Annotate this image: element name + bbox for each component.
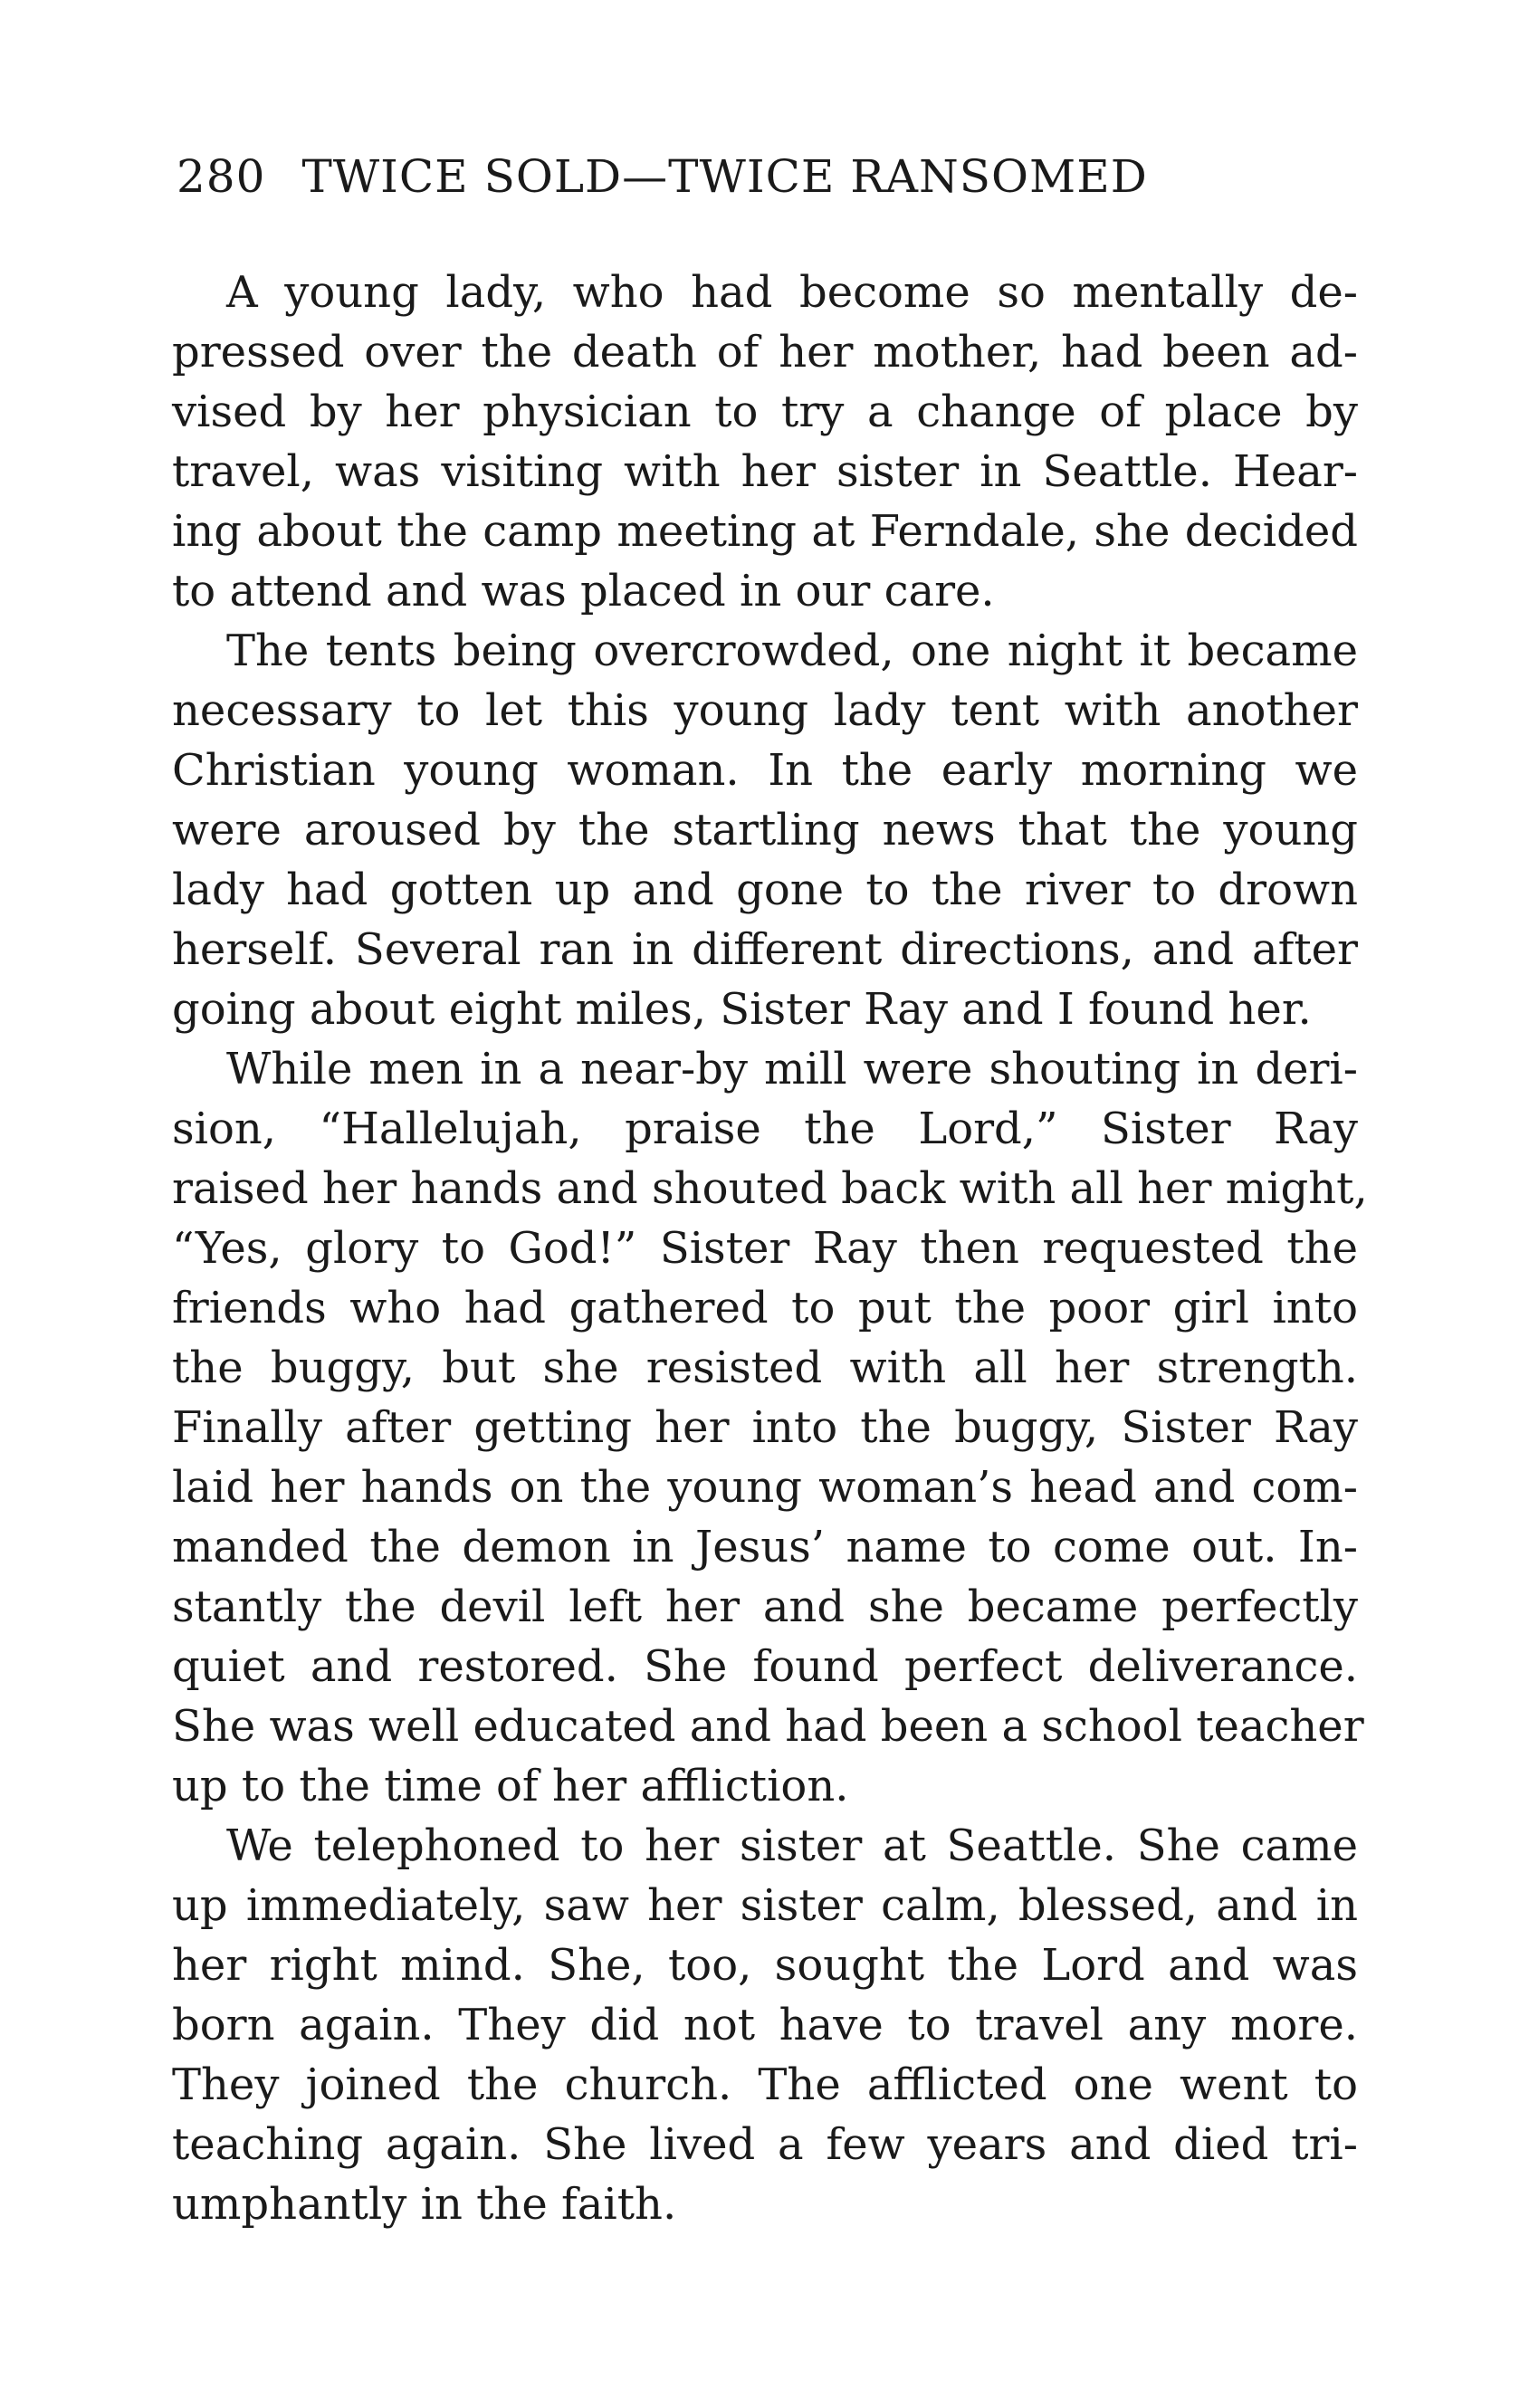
text-line: up to the time of her affliction. [172,1761,849,1811]
body-text [172,263,1368,2234]
running-head [177,145,1362,208]
text-line: pressed over the death of her mother, had been ad- [172,327,1358,377]
text-line: born again. They did not have to travel any more. [172,2000,1358,2050]
text-line: vised by her physician to try a change of place by [172,387,1358,437]
text-line: friends who had gathered to put the poor girl into [172,1283,1358,1333]
text-line: They joined the church. The afflicted one went to [172,2059,1358,2110]
text-line: stantly the devil left her and she became perfectly [172,1581,1358,1632]
text-line: ing about the camp meeting at Ferndale, she decided [172,506,1358,557]
text-line: were aroused by the startling news that the young [172,805,1358,855]
text-line: going about eight miles, Sister Ray and I found her. [172,984,1312,1035]
text-line: travel, was visiting with her sister in Seattle. Hear- [172,446,1358,497]
paragraph [172,263,1358,621]
paragraph [172,621,1358,1039]
text-line: Christian young woman. In the early morning we [172,745,1358,796]
text-line: teaching again. She lived a few years and died tri- [172,2119,1358,2170]
text-line: the buggy, but she resisted with all her strength. [172,1343,1358,1393]
text-line: sion, “Hallelujah, praise the Lord,” Sister Ray [172,1104,1358,1154]
text-line: She was well educated and had been a school teacher [172,1701,1364,1752]
text-line: necessary to let this young lady tent with another [172,685,1358,736]
text-line: Finally after getting her into the buggy, Sister Ray [172,1402,1358,1453]
text-line: herself. Several ran in different directions, and after [172,924,1358,975]
running-title: TWICE SOLD—TWICE RANSOMED [301,150,1148,203]
text-line: “Yes, glory to God!” Sister Ray then requested the [172,1223,1358,1274]
text-line: her right mind. She, too, sought the Lord and was [172,1940,1358,1991]
text-line: lady had gotten up and gone to the river to drown [172,865,1358,915]
page-number: 280 [177,150,266,203]
paragraph [172,1039,1368,1816]
text-line: A young lady, who had become so mentally de- [226,267,1358,318]
text-line: laid her hands on the young woman’s head and com- [172,1462,1358,1513]
text-line: While men in a near-by mill were shouting in deri- [226,1044,1358,1094]
text-line: up immediately, saw her sister calm, blessed, and in [172,1880,1358,1931]
text-line: raised her hands and shouted back with all her might, [172,1163,1368,1214]
text-line: umphantly in the faith. [172,2179,677,2230]
text-line: quiet and restored. She found perfect deliverance. [172,1641,1358,1692]
text-line: manded the demon in Jesus’ name to come out. In- [172,1522,1358,1572]
paragraph [172,1816,1358,2234]
text-line: We telephoned to her sister at Seattle. She came [226,1820,1358,1871]
text-line: The tents being overcrowded, one night it became [226,626,1358,676]
text-line: to attend and was placed in our care. [172,566,995,616]
